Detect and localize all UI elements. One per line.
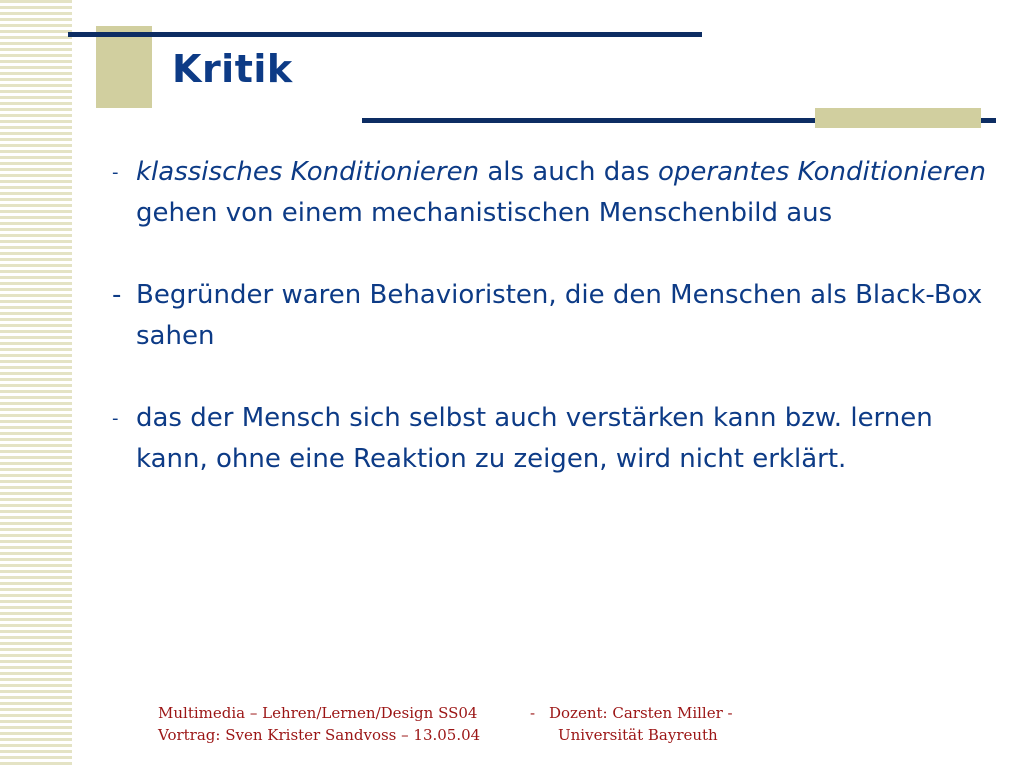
rule-accent-block (815, 108, 981, 128)
bullet-1-term-1: klassisches Konditionieren (136, 157, 480, 187)
bullet-2-text: Begründer waren Behavioristen, die den Menschen als Black-Box sahen (136, 280, 983, 351)
title-accent-block (96, 26, 152, 108)
bullet-dash: - (112, 280, 122, 310)
footer-line-1 (158, 702, 778, 724)
slide-title: Kritik (172, 47, 293, 91)
footer-separator: - (530, 704, 536, 722)
footer-course: Multimedia – Lehren/Lernen/Design SS04 (158, 704, 478, 722)
footer-presenter: Vortrag: Sven Krister Sandvoss – 13.05.04 (158, 726, 481, 744)
footer-university: Universität Bayreuth (558, 726, 718, 744)
bullet-dash: - (112, 162, 119, 183)
bullet-item-2 (112, 275, 992, 357)
bullet-1-term-2: operantes Konditionieren (658, 157, 986, 187)
bullet-dash: - (112, 408, 119, 429)
left-stripe-decoration (0, 0, 72, 768)
bullet-list (112, 152, 992, 521)
footer-lecturer: Dozent: Carsten Miller - (549, 704, 733, 722)
bullet-item-1 (112, 152, 992, 234)
bullet-1-text-1: als auch das (479, 157, 659, 187)
bullet-item-3 (112, 398, 992, 480)
top-rule (68, 32, 702, 37)
footer-line-2 (158, 724, 778, 746)
slide-footer (158, 702, 778, 746)
bullet-1-text-2: gehen von einem mechanistischen Menschenbild aus (136, 198, 833, 228)
bullet-3-text: das der Mensch sich selbst auch verstärken kann bzw. lernen kann, ohne eine Reaktion zu zeigen, wird nicht erklärt. (136, 403, 933, 474)
